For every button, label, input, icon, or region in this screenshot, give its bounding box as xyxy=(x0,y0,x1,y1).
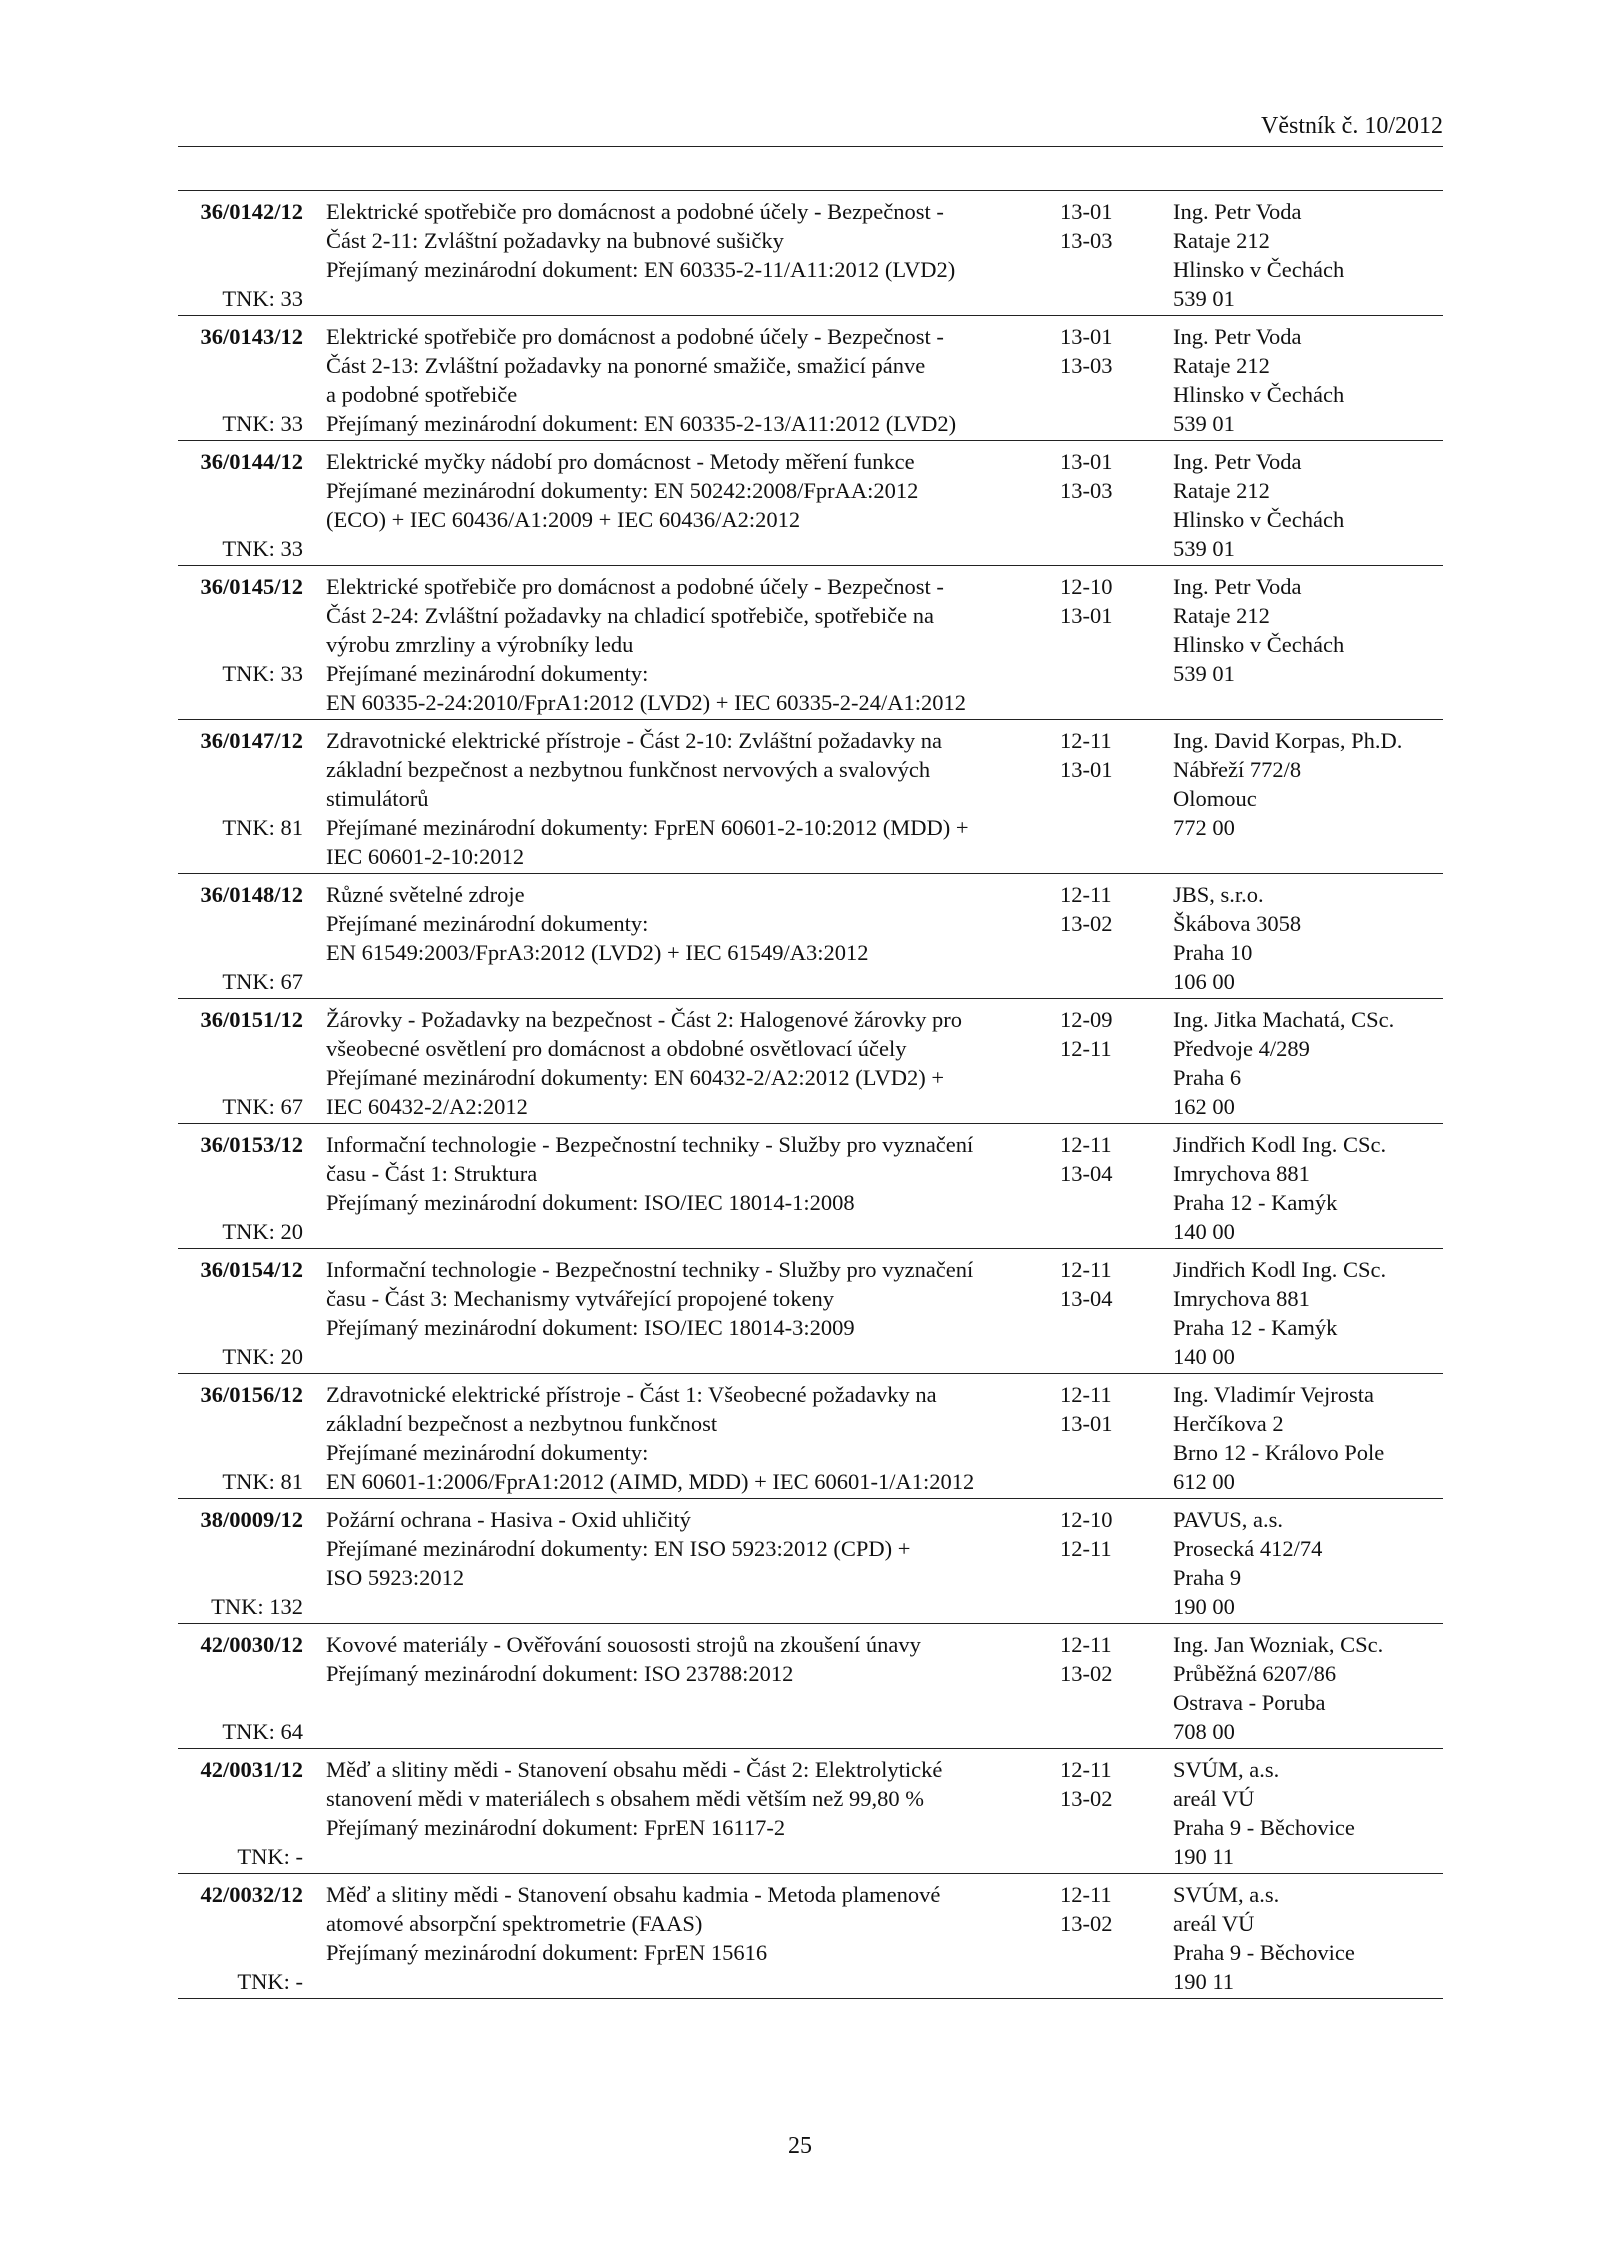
title-line: Přejímaný mezinárodní dokument: ISO/IEC 18014-1:2008 xyxy=(326,1190,855,1215)
ics-codes xyxy=(1060,1005,1113,1063)
address-line: 106 00 xyxy=(1173,969,1235,994)
standard-title xyxy=(326,726,969,871)
processor-address xyxy=(1173,1630,1383,1746)
title-line: základní bezpečnost a nezbytnou funkčnost nervových a svalových xyxy=(326,757,931,782)
title-line: Přejímané mezinárodní dokumenty: EN 50242:2008/FprAA:2012 xyxy=(326,478,919,503)
title-line: Zdravotnické elektrické přístroje - Část 1: Všeobecné požadavky na xyxy=(326,1382,937,1407)
tnk-label: TNK: 132 xyxy=(211,1594,303,1619)
table-row xyxy=(178,720,1443,874)
tnk-label: TNK: 33 xyxy=(222,661,303,686)
address-line: SVÚM, a.s. xyxy=(1173,1757,1280,1782)
ics-code: 13-02 xyxy=(1060,1786,1113,1811)
page-number: 25 xyxy=(788,2133,812,2159)
title-line: stanovení mědi v materiálech s obsahem mědi větším než 99,80 % xyxy=(326,1786,924,1811)
ics-code: 13-01 xyxy=(1060,1411,1113,1436)
ics-code: 13-01 xyxy=(1060,324,1113,349)
standard-code: 36/0154/12 xyxy=(200,1257,303,1282)
standard-title xyxy=(326,1005,963,1121)
title-line xyxy=(326,967,881,996)
title-line: Žárovky - Požadavky na bezpečnost - Část 2: Halogenové žárovky pro xyxy=(326,1007,963,1032)
address-line: Praha 10 xyxy=(1173,940,1253,965)
address-line: Rataje 212 xyxy=(1173,478,1270,503)
address-line: Ing. Jan Wozniak, CSc. xyxy=(1173,1632,1384,1657)
ics-code: 12-11 xyxy=(1060,1882,1112,1907)
address-line: Jindřich Kodl Ing. CSc. xyxy=(1173,1257,1387,1282)
ics-code: 13-02 xyxy=(1060,1911,1113,1936)
row-id-column xyxy=(178,447,303,563)
ics-codes xyxy=(1060,322,1113,380)
title-line: Různé světelné zdroje xyxy=(326,882,525,907)
title-line: Elektrické spotřebiče pro domácnost a podobné účely - Bezpečnost - xyxy=(326,199,944,224)
standard-code: 36/0144/12 xyxy=(200,449,303,474)
standard-code: 42/0032/12 xyxy=(200,1882,303,1907)
address-line: 162 00 xyxy=(1173,1094,1235,1119)
row-id-column xyxy=(178,1130,303,1246)
title-line: atomové absorpční spektrometrie (FAAS) xyxy=(326,1911,703,1936)
title-line: Část 2-13: Zvláštní požadavky na ponorné smažiče, smažicí pánve xyxy=(326,353,926,378)
address-line: Prosecká 412/74 xyxy=(1173,1536,1323,1561)
title-line: IEC 60432-2/A2:2012 xyxy=(326,1094,528,1119)
title-line: Přejímané mezinárodní dokumenty: EN ISO 5923:2012 (CPD) + xyxy=(326,1536,911,1561)
standard-title xyxy=(326,1880,941,1996)
title-line: základní bezpečnost a nezbytnou funkčnost xyxy=(326,1411,718,1436)
title-line: Elektrické myčky nádobí pro domácnost - Metody měření funkce xyxy=(326,449,915,474)
standards-table xyxy=(178,190,1443,1999)
title-line: výrobu zmrzliny a výrobníky ledu xyxy=(326,632,634,657)
processor-address xyxy=(1173,1255,1386,1371)
ics-code: 13-02 xyxy=(1060,1661,1113,1686)
address-line: PAVUS, a.s. xyxy=(1173,1507,1284,1532)
ics-code: 12-11 xyxy=(1060,1536,1112,1561)
tnk-label: TNK: 67 xyxy=(222,1094,303,1119)
ics-code: 13-01 xyxy=(1060,449,1113,474)
standard-code: 36/0153/12 xyxy=(200,1132,303,1157)
address-line: Imrychova 881 xyxy=(1173,1286,1310,1311)
ics-codes xyxy=(1060,1755,1113,1813)
title-line: EN 60335-2-24:2010/FprA1:2012 (LVD2) + IEC 60335-2-24/A1:2012 xyxy=(326,690,966,715)
row-id-column xyxy=(178,1755,303,1871)
ics-codes xyxy=(1060,1630,1113,1688)
ics-code: 13-01 xyxy=(1060,603,1113,628)
title-line: Přejímané mezinárodní dokumenty: xyxy=(326,661,649,686)
standard-code: 36/0145/12 xyxy=(200,574,303,599)
title-line: (ECO) + IEC 60436/A1:2009 + IEC 60436/A2:2012 xyxy=(326,507,801,532)
ics-codes xyxy=(1060,1380,1113,1438)
processor-address xyxy=(1173,726,1402,842)
table-row xyxy=(178,1249,1443,1374)
title-line: času - Část 1: Struktura xyxy=(326,1161,538,1186)
address-line: Praha 12 - Kamýk xyxy=(1173,1190,1338,1215)
ics-codes xyxy=(1060,197,1113,255)
tnk-label: TNK: 33 xyxy=(222,536,303,561)
address-line: Jindřich Kodl Ing. CSc. xyxy=(1173,1132,1387,1157)
title-line: Elektrické spotřebiče pro domácnost a podobné účely - Bezpečnost - xyxy=(326,574,944,599)
title-line: Kovové materiály - Ověřování souososti strojů na zkoušení únavy xyxy=(326,1632,921,1657)
title-line: Přejímané mezinárodní dokumenty: xyxy=(326,1440,649,1465)
ics-codes xyxy=(1060,1880,1113,1938)
processor-address xyxy=(1173,1005,1394,1121)
processor-address xyxy=(1173,322,1344,438)
table-row xyxy=(178,874,1443,999)
address-line: Škábova 3058 xyxy=(1173,911,1302,936)
title-line: Přejímaný mezinárodní dokument: FprEN 16117-2 xyxy=(326,1815,786,1840)
title-line: Přejímaný mezinárodní dokument: FprEN 15616 xyxy=(326,1940,768,1965)
address-line: Ing. Petr Voda xyxy=(1173,449,1302,474)
address-line: JBS, s.r.o. xyxy=(1173,882,1264,907)
ics-codes xyxy=(1060,726,1113,784)
processor-address xyxy=(1173,572,1344,688)
address-line: Praha 6 xyxy=(1173,1065,1242,1090)
title-line: Část 2-11: Zvláštní požadavky na bubnové sušičky xyxy=(326,228,784,253)
title-line: stimulátorů xyxy=(326,786,429,811)
ics-code: 13-04 xyxy=(1060,1286,1113,1311)
standard-code: 36/0156/12 xyxy=(200,1382,303,1407)
address-line: Praha 9 - Běchovice xyxy=(1173,1940,1355,1965)
table-row xyxy=(178,316,1443,441)
table-row xyxy=(178,191,1443,316)
title-line: a podobné spotřebiče xyxy=(326,382,518,407)
address-line: 190 00 xyxy=(1173,1594,1235,1619)
title-line: Měď a slitiny mědi - Stanovení obsahu mědi - Část 2: Elektrolytické xyxy=(326,1757,943,1782)
ics-code: 13-01 xyxy=(1060,757,1113,782)
tnk-label: TNK: 33 xyxy=(222,286,303,311)
title-line: Zdravotnické elektrické přístroje - Část 2-10: Zvláštní požadavky na xyxy=(326,728,943,753)
ics-codes xyxy=(1060,447,1113,505)
address-line: Hlinsko v Čechách xyxy=(1173,632,1345,657)
standard-code: 36/0151/12 xyxy=(200,1007,303,1032)
row-id-column xyxy=(178,1630,303,1746)
title-line: ISO 5923:2012 xyxy=(326,1565,465,1590)
address-line: Olomouc xyxy=(1173,786,1257,811)
ics-code: 12-11 xyxy=(1060,1757,1112,1782)
address-line: Ing. David Korpas, Ph.D. xyxy=(1173,728,1403,753)
ics-code: 13-03 xyxy=(1060,353,1113,378)
address-line: 190 11 xyxy=(1173,1969,1235,1994)
ics-code: 12-11 xyxy=(1060,728,1112,753)
address-line: 539 01 xyxy=(1173,411,1235,436)
ics-code: 12-11 xyxy=(1060,1257,1112,1282)
row-id-column xyxy=(178,1005,303,1121)
table-row xyxy=(178,1874,1443,1999)
ics-codes xyxy=(1060,1505,1113,1563)
address-line: Rataje 212 xyxy=(1173,228,1270,253)
standard-code: 42/0030/12 xyxy=(200,1632,303,1657)
title-line: Přejímaný mezinárodní dokument: EN 60335-2-11/A11:2012 (LVD2) xyxy=(326,257,956,282)
tnk-label: TNK: 81 xyxy=(222,1469,303,1494)
title-line: Měď a slitiny mědi - Stanovení obsahu kadmia - Metoda plamenové xyxy=(326,1882,941,1907)
tnk-label: TNK: 64 xyxy=(222,1719,303,1744)
ics-code: 12-09 xyxy=(1060,1007,1113,1032)
title-line: Přejímané mezinárodní dokumenty: FprEN 60601-2-10:2012 (MDD) + xyxy=(326,815,969,840)
ics-code: 12-11 xyxy=(1060,882,1112,907)
processor-address xyxy=(1173,1755,1355,1871)
standard-code: 36/0148/12 xyxy=(200,882,303,907)
standard-code: 42/0031/12 xyxy=(200,1757,303,1782)
ics-codes xyxy=(1060,572,1113,630)
table-row xyxy=(178,566,1443,720)
address-line: Ing. Petr Voda xyxy=(1173,574,1302,599)
row-id-column xyxy=(178,1880,303,1996)
title-line xyxy=(326,1342,881,1371)
table-row xyxy=(178,1624,1443,1749)
address-line: Ing. Petr Voda xyxy=(1173,199,1302,224)
address-line: 190 11 xyxy=(1173,1844,1235,1869)
title-line: Přejímaný mezinárodní dokument: ISO/IEC 18014-3:2009 xyxy=(326,1315,855,1340)
standard-code: 36/0143/12 xyxy=(200,324,303,349)
table-row xyxy=(178,1124,1443,1249)
title-line: IEC 60601-2-10:2012 xyxy=(326,844,525,869)
address-line: Brno 12 - Královo Pole xyxy=(1173,1440,1385,1465)
address-line: Hlinsko v Čechách xyxy=(1173,257,1345,282)
title-line: Informační technologie - Bezpečnostní techniky - Služby pro vyznačení xyxy=(326,1132,974,1157)
title-line xyxy=(326,1967,881,1996)
tnk-label: TNK: 20 xyxy=(222,1344,303,1369)
processor-address xyxy=(1173,880,1301,996)
title-line: Přejímané mezinárodní dokumenty: xyxy=(326,911,649,936)
title-line: Přejímané mezinárodní dokumenty: EN 60432-2/A2:2012 (LVD2) + xyxy=(326,1065,945,1090)
address-line: Herčíkova 2 xyxy=(1173,1411,1284,1436)
standard-title xyxy=(326,1255,974,1371)
address-line: areál VÚ xyxy=(1173,1911,1255,1936)
processor-address xyxy=(1173,1130,1386,1246)
title-line: Informační technologie - Bezpečnostní techniky - Služby pro vyznačení xyxy=(326,1257,974,1282)
standard-code: 36/0142/12 xyxy=(200,199,303,224)
standard-title xyxy=(326,1380,975,1496)
ics-codes xyxy=(1060,1130,1113,1188)
address-line: Předvoje 4/289 xyxy=(1173,1036,1310,1061)
title-line: Část 2-24: Zvláštní požadavky na chladicí spotřebiče, spotřebiče na xyxy=(326,603,934,628)
row-id-column xyxy=(178,322,303,438)
address-line: 539 01 xyxy=(1173,661,1235,686)
standard-title xyxy=(326,322,957,438)
table-row xyxy=(178,1499,1443,1624)
processor-address xyxy=(1173,1880,1355,1996)
row-id-column xyxy=(178,1380,303,1496)
row-id-column xyxy=(178,880,303,996)
ics-code: 12-11 xyxy=(1060,1132,1112,1157)
standard-code: 38/0009/12 xyxy=(200,1507,303,1532)
ics-codes xyxy=(1060,1255,1113,1313)
row-id-column xyxy=(178,1255,303,1371)
address-line: Hlinsko v Čechách xyxy=(1173,382,1345,407)
standard-title xyxy=(326,572,966,717)
standard-title xyxy=(326,1130,974,1246)
ics-code: 12-11 xyxy=(1060,1382,1112,1407)
standard-title xyxy=(326,447,919,563)
title-line: EN 61549:2003/FprA3:2012 (LVD2) + IEC 61549/A3:2012 xyxy=(326,940,869,965)
address-line: Praha 9 - Běchovice xyxy=(1173,1815,1355,1840)
title-line: času - Část 3: Mechanismy vytvářející propojené tokeny xyxy=(326,1286,834,1311)
tnk-label: TNK: 33 xyxy=(222,411,303,436)
title-line: Elektrické spotřebiče pro domácnost a podobné účely - Bezpečnost - xyxy=(326,324,944,349)
title-line: Přejímaný mezinárodní dokument: ISO 23788:2012 xyxy=(326,1661,794,1686)
standard-title xyxy=(326,1755,943,1871)
tnk-label: TNK: 20 xyxy=(222,1219,303,1244)
address-line: Ing. Jitka Machatá, CSc. xyxy=(1173,1007,1395,1032)
standard-code: 36/0147/12 xyxy=(200,728,303,753)
address-line: Ing. Vladimír Vejrosta xyxy=(1173,1382,1375,1407)
ics-code: 12-11 xyxy=(1060,1632,1112,1657)
table-row xyxy=(178,1749,1443,1874)
ics-code: 13-04 xyxy=(1060,1161,1113,1186)
address-line: Praha 9 xyxy=(1173,1565,1242,1590)
address-line: 140 00 xyxy=(1173,1344,1235,1369)
address-line: 612 00 xyxy=(1173,1469,1235,1494)
address-line: Ing. Petr Voda xyxy=(1173,324,1302,349)
address-line: 539 01 xyxy=(1173,536,1235,561)
title-line: všeobecné osvětlení pro domácnost a obdobné osvětlovací účely xyxy=(326,1036,907,1061)
title-line xyxy=(326,1688,881,1717)
processor-address xyxy=(1173,1505,1322,1621)
ics-code: 13-03 xyxy=(1060,228,1113,253)
row-id-column xyxy=(178,197,303,313)
standard-title xyxy=(326,1505,911,1621)
address-line: areál VÚ xyxy=(1173,1786,1255,1811)
address-line: Rataje 212 xyxy=(1173,603,1270,628)
address-line: Imrychova 881 xyxy=(1173,1161,1310,1186)
standard-title xyxy=(326,880,881,996)
bulletin-title: Věstník č. 10/2012 xyxy=(1261,113,1443,139)
address-line: Rataje 212 xyxy=(1173,353,1270,378)
address-line: SVÚM, a.s. xyxy=(1173,1882,1280,1907)
row-id-column xyxy=(178,572,303,717)
processor-address xyxy=(1173,1380,1384,1496)
address-line: 708 00 xyxy=(1173,1719,1235,1744)
tnk-label: TNK: - xyxy=(237,1844,303,1869)
tnk-label: TNK: - xyxy=(237,1969,303,1994)
standard-title xyxy=(326,197,956,313)
title-line xyxy=(326,284,881,313)
title-line xyxy=(326,1592,881,1621)
tnk-label: TNK: 67 xyxy=(222,969,303,994)
ics-code: 13-03 xyxy=(1060,478,1113,503)
standard-title xyxy=(326,1630,921,1746)
row-id-column xyxy=(178,1505,303,1621)
title-line xyxy=(326,1717,881,1746)
page-header xyxy=(178,110,1443,147)
address-line: 539 01 xyxy=(1173,286,1235,311)
title-line: Požární ochrana - Hasiva - Oxid uhličitý xyxy=(326,1507,691,1532)
address-line: Nábřeží 772/8 xyxy=(1173,757,1302,782)
ics-code: 12-10 xyxy=(1060,574,1113,599)
address-line: 140 00 xyxy=(1173,1219,1235,1244)
title-line xyxy=(326,1217,881,1246)
processor-address xyxy=(1173,447,1344,563)
address-line: 772 00 xyxy=(1173,815,1235,840)
ics-code: 12-11 xyxy=(1060,1036,1112,1061)
processor-address xyxy=(1173,197,1344,313)
table-row xyxy=(178,441,1443,566)
address-line: Praha 12 - Kamýk xyxy=(1173,1315,1338,1340)
table-row xyxy=(178,999,1443,1124)
address-line: Hlinsko v Čechách xyxy=(1173,507,1345,532)
title-line: EN 60601-1:2006/FprA1:2012 (AIMD, MDD) + IEC 60601-1/A1:2012 xyxy=(326,1469,975,1494)
ics-code: 13-02 xyxy=(1060,911,1113,936)
title-line xyxy=(326,534,881,563)
table-row xyxy=(178,1374,1443,1499)
ics-codes xyxy=(1060,880,1113,938)
address-line: Průběžná 6207/86 xyxy=(1173,1661,1337,1686)
ics-code: 13-01 xyxy=(1060,199,1113,224)
row-id-column xyxy=(178,726,303,871)
tnk-label: TNK: 81 xyxy=(222,815,303,840)
title-line xyxy=(326,1842,881,1871)
title-line: Přejímaný mezinárodní dokument: EN 60335-2-13/A11:2012 (LVD2) xyxy=(326,411,957,436)
address-line: Ostrava - Poruba xyxy=(1173,1690,1326,1715)
ics-code: 12-10 xyxy=(1060,1507,1113,1532)
